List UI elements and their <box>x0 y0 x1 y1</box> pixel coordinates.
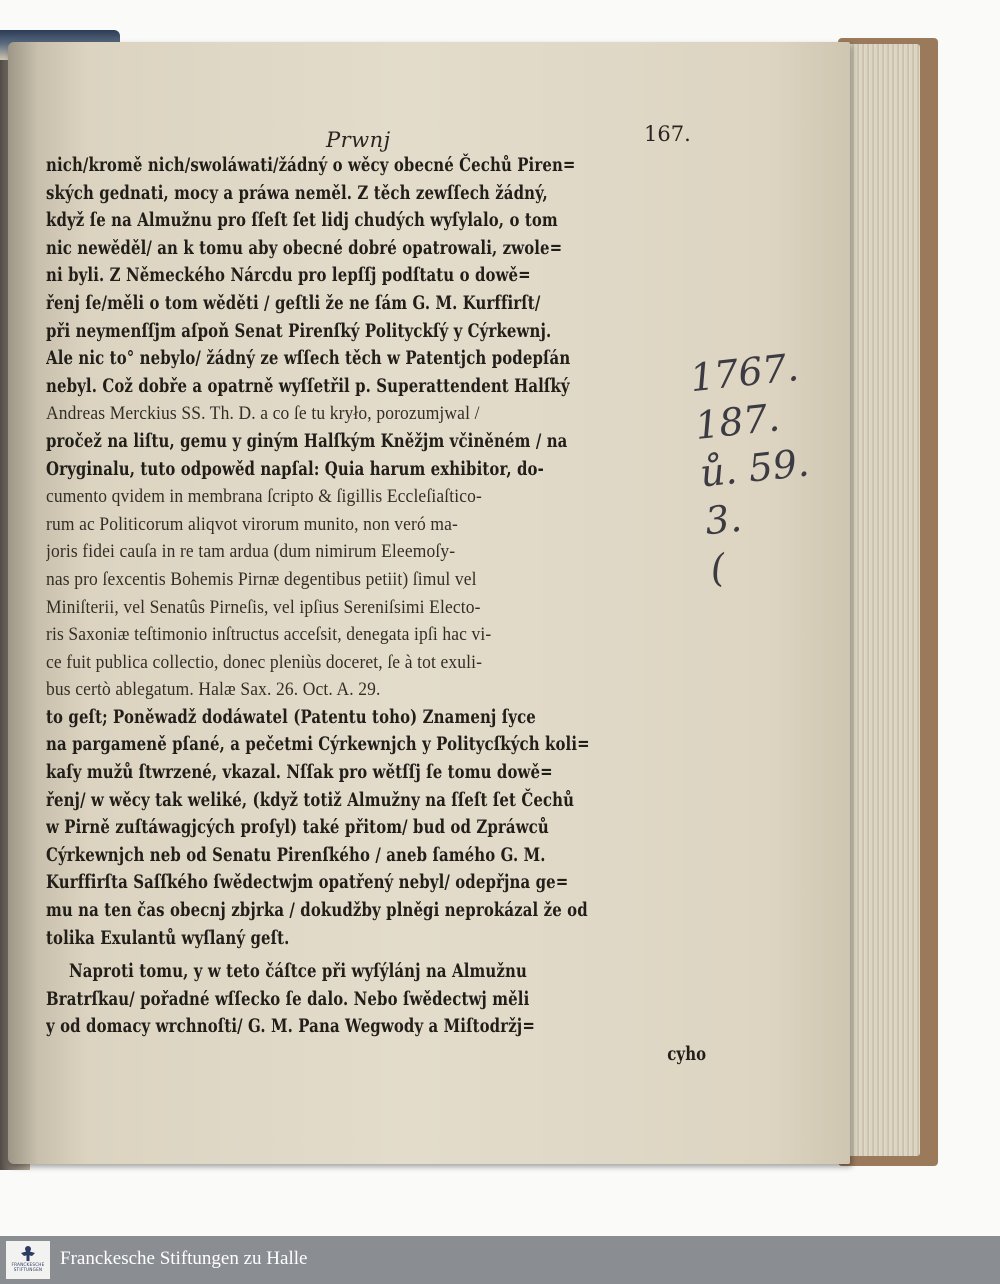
margin-note-line: ( <box>708 545 728 592</box>
text-line: ských gednati, mocy a práwa neměl. Z těch zewſſech žádný, <box>46 182 548 204</box>
text-line: ni byli. Z Německého Nárcdu pro lepſſj podſtatu o dowě= <box>46 265 531 287</box>
text-line: mu na ten čas obecnj zbjrka / dokudžby plněgi neprokázal že od <box>46 900 588 922</box>
text-line: y od domacy wrchnoſti/ G. M. Pana Wegwody a Miſtodržj= <box>46 1016 535 1038</box>
book-page <box>8 42 850 1164</box>
text-line: Miniſterii, vel Senatûs Pirneſis, vel ipſius Sereniſsimi Electo- <box>46 596 481 618</box>
logo-text-line-2: STIFTUNGEN <box>13 1267 43 1272</box>
text-line: cumento qvidem in membrana ſcripto & ſigillis Eccleſiaſtico- <box>46 486 482 508</box>
text-line: nich/kromě nich/swoláwati/žádný o wěcy obecné Čechů Piren= <box>46 155 576 176</box>
text-line: Kurffirſta Saſſkého ſwědectwjm opatřený nebyl/ odepřjna ge= <box>46 872 569 894</box>
institution-logo <box>6 1241 50 1279</box>
text-line: ris Saxoniæ teſtimonio inſtructus acceſsit, denegata ipſi hac vi- <box>46 624 492 646</box>
catchword: cyho <box>667 1044 707 1065</box>
margin-note-line: 187. <box>692 395 782 448</box>
text-line: když ſe na Almužnu pro ſſeſt ſet lidj chudých wyſylalo, o tom <box>46 210 558 232</box>
logo-text-line-1: FRANCKESCHE <box>11 1262 45 1267</box>
text-line: Bratrſkau/ pořadné wſſecko ſe dalo. Nebo ſwědectwj měli <box>46 988 530 1010</box>
text-line: Oryginalu, tuto odpowěd napſal: Quia harum exhibitor, do- <box>46 458 544 480</box>
text-line: rum ac Politicorum aliqvot virorum munito, non veró ma- <box>46 513 458 535</box>
text-line: joris fidei cauſa in re tam ardua (dum nimirum Eleemoſy- <box>46 541 456 563</box>
footer-bar <box>0 1236 1000 1284</box>
text-line: řenj/ w wěcy tak weliké, (když totiž Almužny na ſſeſt ſet Čechů <box>46 789 575 811</box>
eagle-sun-icon <box>20 1244 36 1262</box>
margin-note-line: ů. 59. <box>698 440 812 496</box>
text-line: Andreas Merckius SS. Th. D. a co ſe tu kryło, porozumjwal / <box>46 403 480 425</box>
footer-title: Franckesche Stiftungen zu Halle <box>60 1248 308 1269</box>
text-line: nic newěděl/ an k tomu aby obecné dobré opatrowali, zwole= <box>46 237 563 259</box>
margin-note-line: 1767. <box>687 345 801 401</box>
text-line: tolika Exulantů wyſlaný geſt. <box>46 927 290 949</box>
text-line: Naproti tomu, y w teto čáſtce při wyſýlánj na Almužnu <box>68 961 527 983</box>
text-line: w Pirně zuſtáwagjcých proſyl) také přitom/ bud od Zpráwců <box>46 817 549 839</box>
body-text <box>46 152 706 1069</box>
text-line: na pargameně pſané, a pečetmi Cýrkewnjch y Politycſkých koli= <box>46 734 590 756</box>
text-line: Cýrkewnjch neb od Senatu Pirenſkého / aneb ſamého G. M. <box>46 844 546 866</box>
text-line: řenj ſe/měli o tom wěděti / geſtli že ne ſám G. M. Kurffirſt/ <box>46 292 541 314</box>
text-line: nas pro ſexcentis Bohemis Pirnæ degentibus petiit) ſimul vel <box>46 568 477 590</box>
text-line: to geſt; Poněwadž dodáwatel (Patentu toho) Znamenj ſyce <box>46 706 536 728</box>
text-line: ce fuit publica collectio, donec pleniùs doceret, ſe à tot exuli- <box>46 651 483 673</box>
margin-note-line: 3. <box>703 495 744 544</box>
text-line: pročež na liſtu, gemu y giným Halſkým Kněžjm včiněném / na <box>46 430 568 452</box>
text-line: kaſy mužů ſtwrzené, vkazal. Nſſak pro wětſſj ſe tomu dowě= <box>46 762 553 784</box>
text-line: při neymenſſjm aſpoň Senat Pirenſký Polityckſý y Cýrkewnj. <box>46 320 552 342</box>
page-number: 167. <box>644 122 691 146</box>
running-title: Prwnj <box>326 128 391 152</box>
text-line: Ale nic to° nebylo/ žádný ze wſſech těch w Patentjch podepſán <box>46 348 571 370</box>
text-line: bus certò ablegatum. Halæ Sax. 26. Oct. A. 29. <box>46 679 381 701</box>
text-line: nebyl. Což dobře a opatrně wyſſetřil p. Superattendent Halſký <box>46 375 570 397</box>
